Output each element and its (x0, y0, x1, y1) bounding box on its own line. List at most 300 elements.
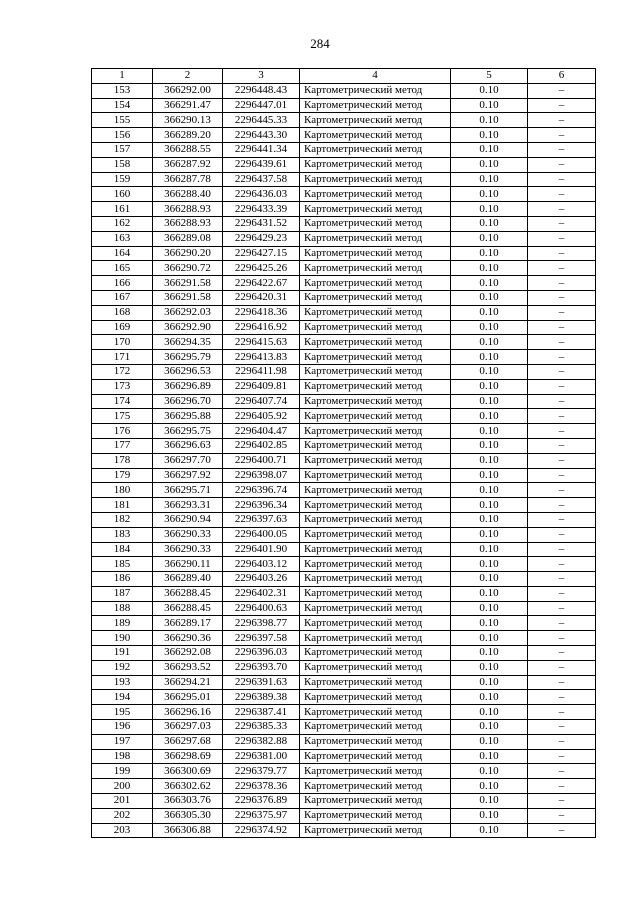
y-coordinate-cell: 2296420.31 (223, 290, 300, 305)
y-coordinate-cell: 2296413.83 (223, 350, 300, 365)
y-coordinate-cell: 2296416.92 (223, 320, 300, 335)
point-number-cell: 172 (92, 364, 153, 379)
point-number-cell: 194 (92, 690, 153, 705)
method-cell: Картометрический метод (300, 734, 451, 749)
method-cell: Картометрический метод (300, 438, 451, 453)
point-number-cell: 173 (92, 379, 153, 394)
y-coordinate-cell: 2296447.01 (223, 98, 300, 113)
x-coordinate-cell: 366290.33 (153, 542, 223, 557)
point-number-cell: 192 (92, 660, 153, 675)
point-number-cell: 167 (92, 290, 153, 305)
table-row (92, 128, 596, 143)
point-number-cell: 164 (92, 246, 153, 261)
point-number-cell: 176 (92, 424, 153, 439)
table-row (92, 453, 596, 468)
method-cell: Картометрический метод (300, 364, 451, 379)
method-cell: Картометрический метод (300, 557, 451, 572)
x-coordinate-cell: 366295.01 (153, 690, 223, 705)
page-number: 284 (310, 36, 330, 51)
point-number-cell: 162 (92, 216, 153, 231)
table-row (92, 438, 596, 453)
x-coordinate-cell: 366303.76 (153, 794, 223, 809)
note-cell: – (528, 823, 596, 838)
y-coordinate-cell: 2296436.03 (223, 187, 300, 202)
table-row (92, 157, 596, 172)
method-cell: Картометрический метод (300, 83, 451, 98)
note-cell: – (528, 320, 596, 335)
point-number-cell: 157 (92, 142, 153, 157)
method-cell: Картометрический метод (300, 128, 451, 143)
note-cell: – (528, 601, 596, 616)
method-cell: Картометрический метод (300, 335, 451, 350)
note-cell: – (528, 720, 596, 735)
accuracy-cell: 0.10 (451, 542, 528, 557)
accuracy-cell: 0.10 (451, 202, 528, 217)
y-coordinate-cell: 2296415.63 (223, 335, 300, 350)
point-number-cell: 188 (92, 601, 153, 616)
point-number-cell: 156 (92, 128, 153, 143)
y-coordinate-cell: 2296378.36 (223, 779, 300, 794)
y-coordinate-cell: 2296400.71 (223, 453, 300, 468)
point-number-cell: 165 (92, 261, 153, 276)
x-coordinate-cell: 366290.72 (153, 261, 223, 276)
x-coordinate-cell: 366289.17 (153, 616, 223, 631)
note-cell: – (528, 261, 596, 276)
y-coordinate-cell: 2296374.92 (223, 823, 300, 838)
x-coordinate-cell: 366294.35 (153, 335, 223, 350)
accuracy-cell: 0.10 (451, 794, 528, 809)
table-row (92, 675, 596, 690)
y-coordinate-cell: 2296402.31 (223, 586, 300, 601)
note-cell: – (528, 335, 596, 350)
method-cell: Картометрический метод (300, 98, 451, 113)
y-coordinate-cell: 2296385.33 (223, 720, 300, 735)
x-coordinate-cell: 366298.69 (153, 749, 223, 764)
method-cell: Картометрический метод (300, 290, 451, 305)
note-cell: – (528, 794, 596, 809)
point-number-cell: 185 (92, 557, 153, 572)
accuracy-cell: 0.10 (451, 172, 528, 187)
y-coordinate-cell: 2296376.89 (223, 794, 300, 809)
accuracy-cell: 0.10 (451, 261, 528, 276)
table-row (92, 557, 596, 572)
x-coordinate-cell: 366297.70 (153, 453, 223, 468)
table-row (92, 572, 596, 587)
point-number-cell: 171 (92, 350, 153, 365)
note-cell: – (528, 808, 596, 823)
x-coordinate-cell: 366290.20 (153, 246, 223, 261)
x-coordinate-cell: 366302.62 (153, 779, 223, 794)
note-cell: – (528, 498, 596, 513)
method-cell: Картометрический метод (300, 616, 451, 631)
note-cell: – (528, 187, 596, 202)
method-cell: Картометрический метод (300, 498, 451, 513)
method-cell: Картометрический метод (300, 172, 451, 187)
x-coordinate-cell: 366289.08 (153, 231, 223, 246)
note-cell: – (528, 749, 596, 764)
accuracy-cell: 0.10 (451, 616, 528, 631)
method-cell: Картометрический метод (300, 350, 451, 365)
x-coordinate-cell: 366297.68 (153, 734, 223, 749)
y-coordinate-cell: 2296402.85 (223, 438, 300, 453)
accuracy-cell: 0.10 (451, 601, 528, 616)
y-coordinate-cell: 2296431.52 (223, 216, 300, 231)
method-cell: Картометрический метод (300, 202, 451, 217)
table-row (92, 246, 596, 261)
accuracy-cell: 0.10 (451, 734, 528, 749)
x-coordinate-cell: 366288.40 (153, 187, 223, 202)
header-cell: 5 (451, 69, 528, 84)
table-row (92, 764, 596, 779)
accuracy-cell: 0.10 (451, 690, 528, 705)
method-cell: Картометрический метод (300, 453, 451, 468)
table-body (92, 69, 596, 838)
point-number-cell: 191 (92, 646, 153, 661)
table-row (92, 631, 596, 646)
point-number-cell: 154 (92, 98, 153, 113)
y-coordinate-cell: 2296448.43 (223, 83, 300, 98)
method-cell: Картометрический метод (300, 483, 451, 498)
accuracy-cell: 0.10 (451, 394, 528, 409)
note-cell: – (528, 290, 596, 305)
y-coordinate-cell: 2296439.61 (223, 157, 300, 172)
y-coordinate-cell: 2296398.07 (223, 468, 300, 483)
y-coordinate-cell: 2296389.38 (223, 690, 300, 705)
method-cell: Картометрический метод (300, 305, 451, 320)
accuracy-cell: 0.10 (451, 231, 528, 246)
table-row (92, 187, 596, 202)
x-coordinate-cell: 366287.92 (153, 157, 223, 172)
table-row (92, 216, 596, 231)
table-row (92, 261, 596, 276)
table-row (92, 720, 596, 735)
x-coordinate-cell: 366289.20 (153, 128, 223, 143)
header-cell: 3 (223, 69, 300, 84)
table-row (92, 794, 596, 809)
table-row (92, 231, 596, 246)
accuracy-cell: 0.10 (451, 512, 528, 527)
accuracy-cell: 0.10 (451, 468, 528, 483)
table-row (92, 690, 596, 705)
note-cell: – (528, 690, 596, 705)
point-number-cell: 196 (92, 720, 153, 735)
x-coordinate-cell: 366306.88 (153, 823, 223, 838)
accuracy-cell: 0.10 (451, 290, 528, 305)
y-coordinate-cell: 2296443.30 (223, 128, 300, 143)
method-cell: Картометрический метод (300, 794, 451, 809)
note-cell: – (528, 646, 596, 661)
method-cell: Картометрический метод (300, 113, 451, 128)
point-number-cell: 169 (92, 320, 153, 335)
point-number-cell: 177 (92, 438, 153, 453)
note-cell: – (528, 424, 596, 439)
y-coordinate-cell: 2296404.47 (223, 424, 300, 439)
table-row (92, 113, 596, 128)
accuracy-cell: 0.10 (451, 483, 528, 498)
accuracy-cell: 0.10 (451, 779, 528, 794)
header-cell: 4 (300, 69, 451, 84)
note-cell: – (528, 468, 596, 483)
method-cell: Картометрический метод (300, 512, 451, 527)
x-coordinate-cell: 366292.90 (153, 320, 223, 335)
x-coordinate-cell: 366291.58 (153, 276, 223, 291)
point-number-cell: 190 (92, 631, 153, 646)
point-number-cell: 201 (92, 794, 153, 809)
method-cell: Картометрический метод (300, 749, 451, 764)
y-coordinate-cell: 2296381.00 (223, 749, 300, 764)
y-coordinate-cell: 2296441.34 (223, 142, 300, 157)
accuracy-cell: 0.10 (451, 276, 528, 291)
y-coordinate-cell: 2296387.41 (223, 705, 300, 720)
y-coordinate-cell: 2296382.88 (223, 734, 300, 749)
x-coordinate-cell: 366295.75 (153, 424, 223, 439)
accuracy-cell: 0.10 (451, 113, 528, 128)
point-number-cell: 186 (92, 572, 153, 587)
note-cell: – (528, 483, 596, 498)
y-coordinate-cell: 2296400.05 (223, 527, 300, 542)
method-cell: Картометрический метод (300, 542, 451, 557)
header-cell: 6 (528, 69, 596, 84)
accuracy-cell: 0.10 (451, 438, 528, 453)
note-cell: – (528, 98, 596, 113)
accuracy-cell: 0.10 (451, 379, 528, 394)
accuracy-cell: 0.10 (451, 246, 528, 261)
table-row (92, 498, 596, 513)
table-row (92, 202, 596, 217)
y-coordinate-cell: 2296396.34 (223, 498, 300, 513)
table-row (92, 98, 596, 113)
point-number-cell: 168 (92, 305, 153, 320)
point-number-cell: 195 (92, 705, 153, 720)
table-row (92, 276, 596, 291)
method-cell: Картометрический метод (300, 216, 451, 231)
method-cell: Картометрический метод (300, 705, 451, 720)
y-coordinate-cell: 2296398.77 (223, 616, 300, 631)
note-cell: – (528, 142, 596, 157)
table-row (92, 335, 596, 350)
table-row (92, 705, 596, 720)
note-cell: – (528, 616, 596, 631)
table-row (92, 808, 596, 823)
x-coordinate-cell: 366295.71 (153, 483, 223, 498)
table-row (92, 364, 596, 379)
note-cell: – (528, 172, 596, 187)
table-row (92, 779, 596, 794)
note-cell: – (528, 216, 596, 231)
point-number-cell: 183 (92, 527, 153, 542)
point-number-cell: 170 (92, 335, 153, 350)
point-number-cell: 203 (92, 823, 153, 838)
point-number-cell: 193 (92, 675, 153, 690)
method-cell: Картометрический метод (300, 468, 451, 483)
y-coordinate-cell: 2296411.98 (223, 364, 300, 379)
note-cell: – (528, 527, 596, 542)
accuracy-cell: 0.10 (451, 720, 528, 735)
accuracy-cell: 0.10 (451, 586, 528, 601)
x-coordinate-cell: 366288.45 (153, 586, 223, 601)
accuracy-cell: 0.10 (451, 157, 528, 172)
note-cell: – (528, 364, 596, 379)
x-coordinate-cell: 366292.08 (153, 646, 223, 661)
table-row (92, 350, 596, 365)
y-coordinate-cell: 2296397.63 (223, 512, 300, 527)
y-coordinate-cell: 2296407.74 (223, 394, 300, 409)
accuracy-cell: 0.10 (451, 675, 528, 690)
accuracy-cell: 0.10 (451, 705, 528, 720)
x-coordinate-cell: 366293.52 (153, 660, 223, 675)
method-cell: Картометрический метод (300, 646, 451, 661)
point-number-cell: 160 (92, 187, 153, 202)
note-cell: – (528, 734, 596, 749)
x-coordinate-cell: 366287.78 (153, 172, 223, 187)
method-cell: Картометрический метод (300, 157, 451, 172)
y-coordinate-cell: 2296401.90 (223, 542, 300, 557)
y-coordinate-cell: 2296405.92 (223, 409, 300, 424)
x-coordinate-cell: 366296.89 (153, 379, 223, 394)
x-coordinate-cell: 366296.53 (153, 364, 223, 379)
table-row (92, 734, 596, 749)
accuracy-cell: 0.10 (451, 128, 528, 143)
method-cell: Картометрический метод (300, 764, 451, 779)
table-row (92, 172, 596, 187)
table-row (92, 379, 596, 394)
table-row (92, 823, 596, 838)
table-row (92, 749, 596, 764)
point-number-cell: 189 (92, 616, 153, 631)
method-cell: Картометрический метод (300, 823, 451, 838)
accuracy-cell: 0.10 (451, 498, 528, 513)
table-row (92, 83, 596, 98)
x-coordinate-cell: 366290.36 (153, 631, 223, 646)
table-row (92, 601, 596, 616)
point-number-cell: 153 (92, 83, 153, 98)
accuracy-cell: 0.10 (451, 572, 528, 587)
y-coordinate-cell: 2296403.12 (223, 557, 300, 572)
x-coordinate-cell: 366296.16 (153, 705, 223, 720)
accuracy-cell: 0.10 (451, 453, 528, 468)
method-cell: Картометрический метод (300, 320, 451, 335)
method-cell: Картометрический метод (300, 690, 451, 705)
y-coordinate-cell: 2296391.63 (223, 675, 300, 690)
point-number-cell: 175 (92, 409, 153, 424)
x-coordinate-cell: 366288.55 (153, 142, 223, 157)
note-cell: – (528, 512, 596, 527)
point-number-cell: 178 (92, 453, 153, 468)
method-cell: Картометрический метод (300, 631, 451, 646)
y-coordinate-cell: 2296427.15 (223, 246, 300, 261)
point-number-cell: 180 (92, 483, 153, 498)
method-cell: Картометрический метод (300, 394, 451, 409)
method-cell: Картометрический метод (300, 261, 451, 276)
point-number-cell: 181 (92, 498, 153, 513)
accuracy-cell: 0.10 (451, 823, 528, 838)
point-number-cell: 163 (92, 231, 153, 246)
header-cell: 1 (92, 69, 153, 84)
point-number-cell: 182 (92, 512, 153, 527)
note-cell: – (528, 660, 596, 675)
header-cell: 2 (153, 69, 223, 84)
accuracy-cell: 0.10 (451, 424, 528, 439)
note-cell: – (528, 438, 596, 453)
note-cell: – (528, 394, 596, 409)
x-coordinate-cell: 366297.92 (153, 468, 223, 483)
x-coordinate-cell: 366289.40 (153, 572, 223, 587)
y-coordinate-cell: 2296379.77 (223, 764, 300, 779)
accuracy-cell: 0.10 (451, 409, 528, 424)
point-number-cell: 200 (92, 779, 153, 794)
method-cell: Картометрический метод (300, 586, 451, 601)
note-cell: – (528, 779, 596, 794)
note-cell: – (528, 83, 596, 98)
x-coordinate-cell: 366288.45 (153, 601, 223, 616)
note-cell: – (528, 246, 596, 261)
accuracy-cell: 0.10 (451, 216, 528, 231)
x-coordinate-cell: 366296.63 (153, 438, 223, 453)
y-coordinate-cell: 2296400.63 (223, 601, 300, 616)
accuracy-cell: 0.10 (451, 305, 528, 320)
accuracy-cell: 0.10 (451, 808, 528, 823)
note-cell: – (528, 586, 596, 601)
y-coordinate-cell: 2296433.39 (223, 202, 300, 217)
point-number-cell: 161 (92, 202, 153, 217)
x-coordinate-cell: 366290.11 (153, 557, 223, 572)
point-number-cell: 158 (92, 157, 153, 172)
note-cell: – (528, 705, 596, 720)
method-cell: Картометрический метод (300, 187, 451, 202)
y-coordinate-cell: 2296396.74 (223, 483, 300, 498)
x-coordinate-cell: 366294.21 (153, 675, 223, 690)
y-coordinate-cell: 2296409.81 (223, 379, 300, 394)
method-cell: Картометрический метод (300, 276, 451, 291)
accuracy-cell: 0.10 (451, 557, 528, 572)
method-cell: Картометрический метод (300, 720, 451, 735)
note-cell: – (528, 675, 596, 690)
x-coordinate-cell: 366290.94 (153, 512, 223, 527)
point-number-cell: 179 (92, 468, 153, 483)
method-cell: Картометрический метод (300, 409, 451, 424)
x-coordinate-cell: 366297.03 (153, 720, 223, 735)
x-coordinate-cell: 366296.70 (153, 394, 223, 409)
table-header-row (92, 69, 596, 84)
point-number-cell: 159 (92, 172, 153, 187)
table-row (92, 512, 596, 527)
y-coordinate-cell: 2296397.58 (223, 631, 300, 646)
note-cell: – (528, 276, 596, 291)
point-number-cell: 174 (92, 394, 153, 409)
accuracy-cell: 0.10 (451, 764, 528, 779)
note-cell: – (528, 453, 596, 468)
y-coordinate-cell: 2296437.58 (223, 172, 300, 187)
y-coordinate-cell: 2296418.36 (223, 305, 300, 320)
x-coordinate-cell: 366295.79 (153, 350, 223, 365)
x-coordinate-cell: 366292.00 (153, 83, 223, 98)
note-cell: – (528, 305, 596, 320)
y-coordinate-cell: 2296393.70 (223, 660, 300, 675)
note-cell: – (528, 572, 596, 587)
accuracy-cell: 0.10 (451, 364, 528, 379)
table-row (92, 616, 596, 631)
point-number-cell: 199 (92, 764, 153, 779)
accuracy-cell: 0.10 (451, 646, 528, 661)
note-cell: – (528, 128, 596, 143)
point-number-cell: 202 (92, 808, 153, 823)
table-row (92, 646, 596, 661)
x-coordinate-cell: 366293.31 (153, 498, 223, 513)
table-row (92, 483, 596, 498)
y-coordinate-cell: 2296425.26 (223, 261, 300, 276)
point-number-cell: 166 (92, 276, 153, 291)
x-coordinate-cell: 366292.03 (153, 305, 223, 320)
